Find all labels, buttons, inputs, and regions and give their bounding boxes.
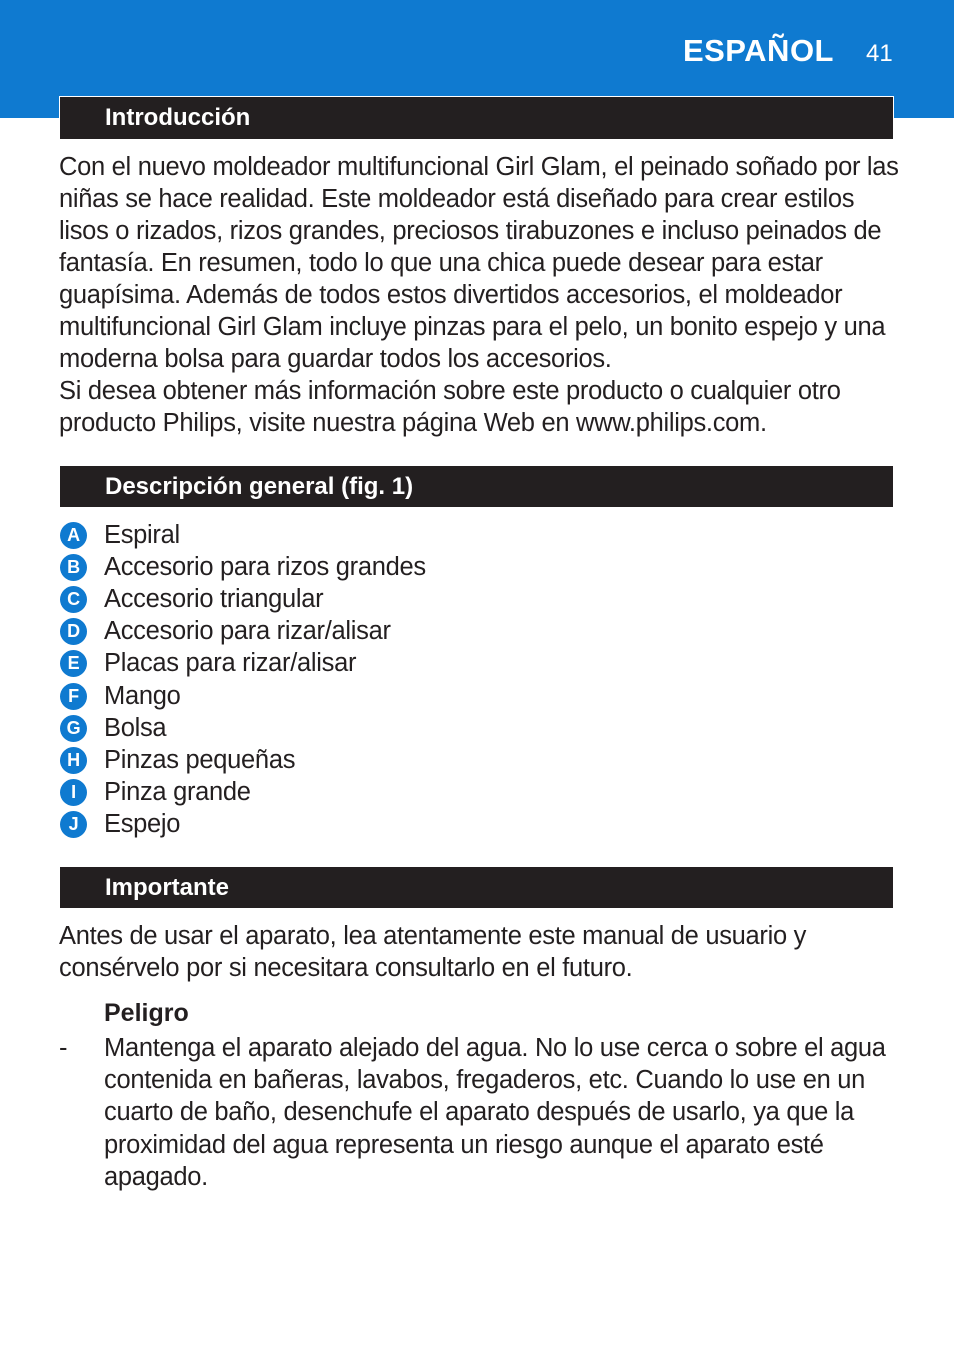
letter-badge-icon: B: [60, 554, 87, 581]
list-item: [60, 519, 426, 551]
part-label: Bolsa: [104, 713, 167, 742]
list-item: [60, 809, 426, 841]
parts-list: [60, 519, 426, 841]
list-item: [60, 777, 426, 809]
list-item: [60, 648, 426, 680]
section-heading-introduction: Introducción: [60, 97, 893, 139]
danger-bullet: [59, 1032, 904, 1193]
letter-badge-icon: F: [60, 683, 87, 710]
part-label: Placas para rizar/alisar: [104, 649, 357, 678]
list-item: [60, 712, 426, 744]
bullet-dash: -: [59, 1034, 68, 1062]
letter-badge-icon: G: [60, 715, 87, 742]
letter-badge-icon: E: [60, 650, 87, 677]
danger-heading: Peligro: [104, 999, 189, 1027]
part-label: Accesorio triangular: [104, 584, 324, 613]
section-heading-important: Importante: [60, 867, 893, 908]
list-item: [60, 551, 426, 583]
part-label: Accesorio para rizos grandes: [104, 552, 426, 581]
intro-text-1: Con el nuevo moldeador multifuncional Girl Glam, el peinado soñado por las niñas se hace realidad. Este moldeador está diseñado para crear estilos lisos o rizados, rizos grandes, preciosos tirabuzones e incluso peinados de fantasía. En resumen, todo lo que una chica puede desear para estar guapísima. Además de todos estos divertidos accesorios, el moldeador multifuncional Girl Glam incluye pinzas para el pelo, un bonito espejo y una moderna bolsa para guardar todos los accesorios.: [59, 153, 899, 373]
intro-text-2: Si desea obtener más información sobre este producto o cualquier otro producto Philips, visite nuestra página Web en www.philips.com.: [59, 377, 841, 437]
important-paragraph: Antes de usar el aparato, lea atentamente este manual de usuario y consérvelo por si necesitara consultarlo en el futuro.: [59, 922, 807, 982]
letter-badge-icon: I: [60, 779, 87, 806]
part-label: Espiral: [104, 520, 180, 549]
letter-badge-icon: J: [60, 811, 87, 838]
page-number: 41: [866, 40, 893, 67]
list-item: [60, 744, 426, 776]
part-label: Pinzas pequeñas: [104, 745, 296, 774]
list-item: [60, 583, 426, 615]
list-item: [60, 680, 426, 712]
letter-badge-icon: H: [60, 747, 87, 774]
danger-bullet-text: Mantenga el aparato alejado del agua. No lo use cerca o sobre el agua contenida en bañeras, lavabos, fregaderos, etc. Cuando lo use en un cuarto de baño, desenchufe el aparato después de usarlo, ya que la proximidad del agua representa un riesgo aunque el aparato esté apagado.: [104, 1034, 886, 1191]
part-label: Accesorio para rizar/alisar: [104, 617, 391, 646]
language-title: ESPAÑOL: [682, 33, 834, 68]
section-heading-description: Descripción general (fig. 1): [60, 466, 893, 507]
part-label: Mango: [104, 681, 181, 710]
part-label: Pinza grande: [104, 778, 251, 807]
intro-paragraph: [59, 151, 904, 439]
letter-badge-icon: A: [60, 522, 87, 549]
letter-badge-icon: C: [60, 586, 87, 613]
letter-badge-icon: D: [60, 618, 87, 645]
list-item: [60, 616, 426, 648]
part-label: Espejo: [104, 810, 181, 839]
